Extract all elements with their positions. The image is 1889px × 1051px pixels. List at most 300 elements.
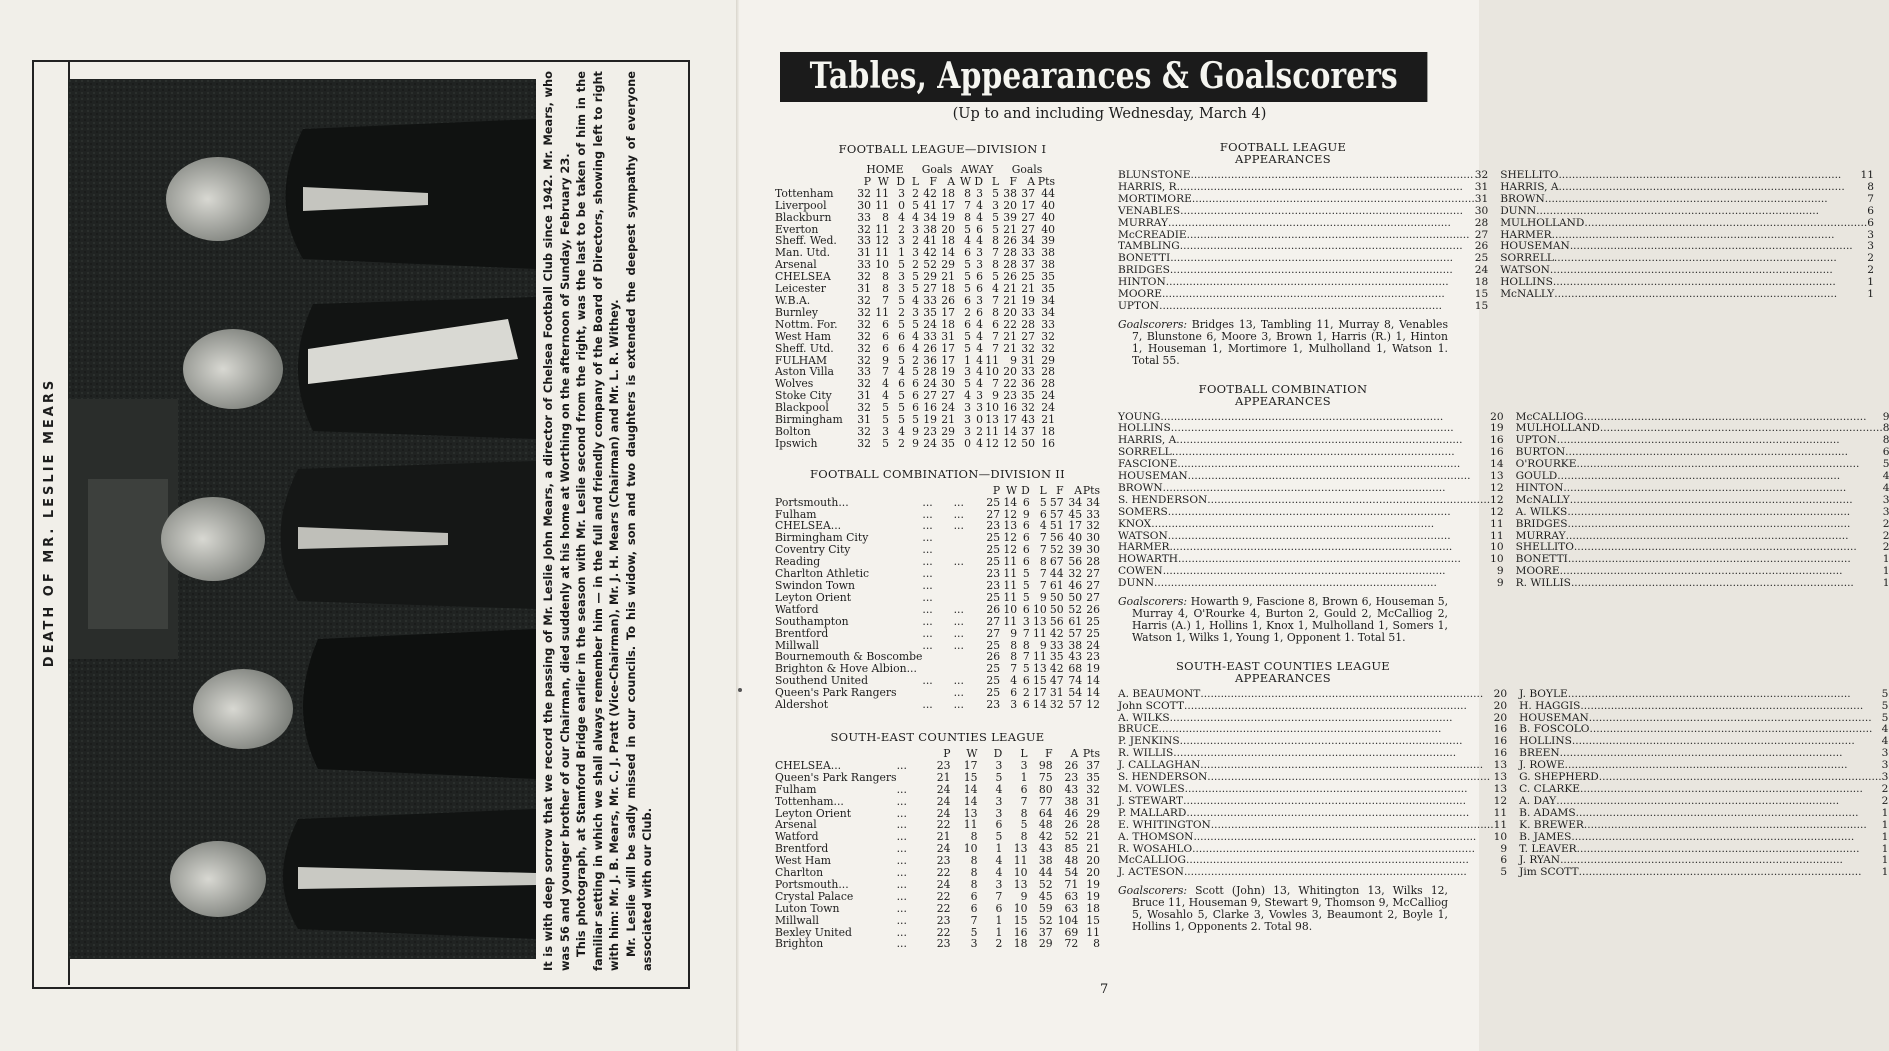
stat-cell: 25 [986, 638, 1001, 652]
stat-cell: 26 [1086, 602, 1100, 616]
stat-cell: 4 [976, 198, 983, 212]
stat-cell: 5 [995, 830, 1003, 844]
stat-cell: 3 [898, 186, 905, 200]
column-header: D [993, 746, 1003, 760]
stat-cell: 28 [1021, 317, 1035, 331]
leader-dots: ... [896, 806, 907, 820]
stat-cell: 2 [898, 222, 905, 236]
stat-cell: 3 [964, 401, 971, 415]
stat-cell: 85 [1064, 842, 1079, 856]
fl-apps-title-line2: APPEARANCES [1235, 152, 1331, 166]
stat-cell: 39 [1003, 210, 1017, 224]
stat-cell: 5 [1022, 579, 1030, 592]
stat-cell: 11 [875, 186, 889, 200]
stat-cell: 11 [875, 246, 889, 260]
team-name: CHELSEA... [775, 758, 842, 772]
stat-cell: 30 [1086, 543, 1100, 557]
stat-cell: 3 [995, 877, 1003, 891]
leader-dots [1576, 808, 1882, 820]
player-name: J. BOYLE [1519, 687, 1568, 700]
stat-cell: 34 [1086, 495, 1100, 509]
stat-cell: 9 [1010, 626, 1018, 640]
team-name: Brighton & Hove Albion... [775, 662, 917, 676]
team-name: Charlton [775, 866, 824, 880]
stat-cell: 7 [992, 246, 999, 260]
team-name: Watford [775, 602, 819, 616]
player-entry [1500, 218, 1874, 230]
stat-cell: 5 [912, 413, 919, 427]
stat-cell: 21 [1003, 329, 1017, 343]
team-name: Leyton Orient [775, 590, 852, 604]
stat-cell: 5 [964, 258, 971, 272]
banner-title: Tables, Appearances & Goalscorers [780, 52, 1427, 102]
player-entry [1519, 796, 1888, 808]
stat-cell: 42 [923, 246, 937, 260]
player-name: HINTON [1118, 276, 1166, 289]
stat-cell: 14 [963, 794, 978, 808]
appearance-count: 12 [1490, 481, 1504, 494]
stat-cell: 48 [1038, 818, 1053, 832]
stat-cell: 9 [882, 353, 889, 367]
leader-dots: ... [896, 866, 907, 880]
column-header: F [1045, 746, 1053, 760]
player-name: B. ADAMS [1519, 806, 1576, 819]
stat-cell: 32 [857, 293, 871, 307]
stat-cell: 3 [964, 424, 971, 438]
player-name: A. THOMSON [1118, 830, 1194, 843]
stat-cell: 28 [1041, 377, 1055, 391]
stat-cell: 77 [1038, 794, 1053, 808]
stat-cell: 10 [985, 401, 999, 415]
stat-cell: 13 [1032, 662, 1047, 676]
stat-cell: 24 [936, 806, 951, 820]
team-name: Birmingham City [775, 531, 869, 545]
stat-cell: 17 [1021, 198, 1035, 212]
stat-cell: 14 [1003, 495, 1018, 509]
sec-apps-title-line1: SOUTH-EAST COUNTIES LEAGUE [1175, 658, 1391, 673]
appearance-cell [1118, 206, 1500, 218]
stat-cell: 27 [923, 282, 937, 296]
stat-cell: 24 [1041, 389, 1055, 403]
stat-cell: 5 [912, 317, 919, 331]
appearance-count: 26 [1474, 240, 1489, 253]
stat-cell: 13 [1013, 877, 1028, 891]
stat-cell: 9 [1039, 638, 1047, 652]
stat-cell: 5 [1039, 495, 1047, 509]
appearance-count: 1 [1881, 866, 1889, 879]
stat-cell: 6 [976, 305, 983, 319]
player-name: COWEN [1118, 565, 1163, 578]
appearance-count: 2 [1882, 529, 1889, 542]
stat-cell: 25 [986, 555, 1001, 569]
fc-apps-title-line1: FOOTBALL COMBINATION [1198, 381, 1368, 396]
stat-cell: 7 [1022, 650, 1030, 664]
stat-cell: 35 [1086, 770, 1100, 784]
stat-cell: 3 [912, 246, 919, 260]
leader-dots: ... [922, 519, 933, 533]
player-name: McCALLIOG [1515, 410, 1584, 423]
stat-cell: 24 [936, 794, 951, 808]
stat-cell: 35 [923, 305, 937, 319]
stat-cell: 12 [1086, 698, 1100, 712]
stat-cell: 3 [976, 246, 983, 260]
stat-cell: 52 [923, 258, 937, 272]
division-1-table [775, 164, 1055, 450]
stat-cell: 4 [898, 424, 905, 438]
fl-apps-title-line1: FOOTBALL LEAGUE [1219, 140, 1347, 154]
stat-cell: 6 [912, 377, 919, 391]
appearance-cell [1118, 820, 1519, 832]
stat-cell: 72 [1064, 937, 1079, 951]
combo-title: FOOTBALL COMBINATION—DIVISION II [810, 466, 1065, 481]
table-row [775, 200, 1055, 212]
appearance-count: 9 [1500, 842, 1508, 855]
stat-cell: 17 [963, 758, 978, 772]
stat-cell: 6 [964, 293, 971, 307]
team-name: CHELSEA [775, 270, 831, 284]
stat-cell: 26 [923, 341, 937, 355]
leader-dots [954, 532, 978, 544]
column-header: F [929, 174, 937, 188]
column-header: P [943, 746, 951, 760]
stat-cell: 7 [992, 293, 999, 307]
appearance-cell [1118, 867, 1519, 879]
team-name: West Ham [775, 329, 832, 343]
appearance-count: 11 [1493, 806, 1508, 819]
leader-dots: ... [953, 638, 964, 652]
team-name: Brighton [775, 937, 824, 951]
player-name: MURRAY [1515, 529, 1566, 542]
stat-cell: 19 [1021, 293, 1035, 307]
stat-cell: 34 [923, 210, 937, 224]
stat-cell: 56 [1049, 614, 1064, 628]
player-name: McNALLY [1515, 493, 1570, 506]
stat-cell: 7 [1039, 543, 1047, 557]
stat-cell: 12 [985, 436, 999, 450]
stat-cell: 74 [1068, 674, 1083, 688]
appearance-count: 5 [1881, 699, 1889, 712]
stat-cell: 16 [1041, 436, 1055, 450]
stat-cell: 3 [995, 758, 1003, 772]
team-name: Everton [775, 222, 819, 236]
player-entry [1500, 206, 1874, 218]
stat-cell: 9 [912, 436, 919, 450]
stat-cell: 34 [1041, 293, 1055, 307]
appearance-cell [1118, 808, 1519, 820]
player-name: HARMER [1118, 541, 1170, 554]
appearance-cell [1118, 495, 1516, 507]
right-page [740, 0, 1889, 1051]
stat-cell: 29 [1041, 353, 1055, 367]
leader-dots [1183, 796, 1494, 808]
stat-cell: 17 [941, 198, 955, 212]
appearance-cell [1519, 701, 1888, 713]
stat-cell: 6 [976, 222, 983, 236]
stat-cell: 36 [923, 353, 937, 367]
stat-cell: 30 [941, 377, 955, 391]
stat-cell: 27 [1086, 579, 1100, 592]
stat-cell: 13 [1003, 519, 1018, 533]
stat-cell: 6 [898, 377, 905, 391]
page-number: 7 [1100, 982, 1109, 997]
leader-dots: ... [953, 519, 964, 533]
appearance-count: 1 [1881, 842, 1889, 855]
stat-cell: 18 [941, 234, 955, 248]
appearance-count: 1 [1882, 553, 1889, 566]
appearance-count: 2 [1867, 252, 1875, 265]
stat-cell: 35 [1041, 270, 1055, 284]
stat-cell: 34 [1021, 234, 1035, 248]
team-name: Aldershot [775, 698, 829, 712]
stat-cell: 4 [912, 329, 919, 343]
stat-cell: 42 [1049, 626, 1064, 640]
stat-cell: 11 [1003, 555, 1018, 569]
stat-cell: 5 [898, 353, 905, 367]
stat-cell: 21 [1021, 282, 1035, 296]
stat-cell: 42 [1038, 830, 1053, 844]
stat-cell: 17 [1003, 413, 1017, 427]
stat-cell: 2 [995, 937, 1003, 951]
table-row [775, 699, 1100, 711]
appearance-count: 7 [1867, 192, 1875, 205]
team-name: Burnley [775, 305, 818, 319]
stat-cell: 8 [1022, 638, 1030, 652]
stat-cell: 45 [1038, 889, 1053, 903]
player-name: DUNN [1118, 577, 1154, 590]
table-row [775, 915, 1100, 927]
stat-cell: 37 [1038, 925, 1053, 939]
leader-dots [1584, 218, 1867, 230]
stat-cell: 3 [898, 282, 905, 296]
stat-cell: 18 [1086, 901, 1100, 915]
stat-cell: 5 [970, 925, 978, 939]
leader-dots [1579, 867, 1882, 879]
appearance-count: 31 [1474, 180, 1489, 193]
stat-cell: 12 [1003, 436, 1017, 450]
stat-cell: 4 [882, 389, 889, 403]
article-body [540, 71, 656, 971]
stat-cell: 4 [912, 293, 919, 307]
stat-cell: 33 [857, 365, 871, 379]
stat-cell: 15 [963, 770, 978, 784]
player-entry [1118, 867, 1519, 879]
stat-cell: 25 [1021, 270, 1035, 284]
team-name: Brentford [775, 842, 829, 856]
stat-cell: 11 [1003, 614, 1018, 628]
leader-dots [1186, 808, 1493, 820]
stat-cell: 35 [1021, 389, 1035, 403]
stat-cell: 9 [912, 424, 919, 438]
stat-cell: 2 [898, 305, 905, 319]
stat-cell: 8 [1020, 830, 1028, 844]
player-name: KNOX [1118, 517, 1152, 530]
stat-cell: 71 [1064, 877, 1079, 891]
stat-cell: 32 [857, 353, 871, 367]
player-name: HOWARTH [1118, 553, 1179, 566]
stat-cell: 32 [857, 222, 871, 236]
stat-cell: 5 [912, 282, 919, 296]
leader-dots: ... [922, 614, 933, 628]
appearance-count: 2 [1882, 541, 1889, 554]
stat-cell: 7 [1039, 579, 1047, 592]
table-row [775, 343, 1055, 355]
team-name: West Ham [775, 854, 832, 868]
stat-cell: 29 [941, 258, 955, 272]
player-name: McNALLY [1500, 288, 1555, 301]
stat-cell: 6 [882, 341, 889, 355]
leader-dots: ... [953, 686, 964, 700]
player-name: WATSON [1500, 264, 1550, 277]
stat-cell: 5 [992, 222, 999, 236]
stat-cell: 20 [1003, 198, 1017, 212]
appearance-count: 10 [1490, 553, 1504, 566]
stat-cell: 6 [1039, 507, 1047, 521]
stat-cell: 24 [923, 377, 937, 391]
appearance-cell [1118, 701, 1519, 713]
player-entry [1118, 194, 1500, 206]
stat-cell: 32 [857, 270, 871, 284]
appearance-count: 3 [1881, 759, 1889, 772]
stat-cell: 31 [857, 413, 871, 427]
stat-cell: 4 [964, 234, 971, 248]
leader-dots [1207, 495, 1490, 507]
appearance-count: 6 [1867, 216, 1875, 229]
leader-dots [897, 772, 926, 784]
leader-dots [1211, 820, 1494, 832]
player-name: R. WILLIS [1118, 747, 1174, 760]
appearance-count: 9 [1496, 565, 1504, 578]
player-name: H. HAGGIS [1519, 699, 1581, 712]
stat-cell: 2 [964, 305, 971, 319]
player-entry [1118, 495, 1516, 507]
stat-cell: 1 [964, 353, 971, 367]
stat-cell: 1 [995, 842, 1003, 856]
stat-cell: 21 [1003, 282, 1017, 296]
stat-cell: 57 [1049, 495, 1064, 509]
appearance-cell [1500, 218, 1874, 230]
south-east-counties-table [775, 748, 1100, 950]
player-name: BONETTI [1118, 252, 1171, 265]
appearance-count: 18 [1474, 276, 1489, 289]
div1-header-home: HOME [866, 163, 904, 176]
appearance-count: 11 [1860, 169, 1875, 181]
stat-cell: 46 [1064, 806, 1079, 820]
stat-cell: 3 [912, 222, 919, 236]
stat-cell: 25 [1086, 626, 1100, 640]
player-entry [1118, 689, 1519, 701]
stat-cell: 8 [882, 282, 889, 296]
stat-cell: 4 [976, 234, 983, 248]
appearance-count: 16 [1493, 747, 1508, 760]
stat-cell: 33 [1086, 507, 1100, 521]
player-entry [1118, 218, 1500, 230]
player-name: MURRAY [1118, 216, 1168, 229]
stat-cell: 23 [986, 519, 1001, 533]
stat-cell: 32 [857, 317, 871, 331]
stat-cell: 21 [1086, 830, 1100, 844]
stat-cell: 38 [1068, 638, 1083, 652]
table-row [775, 784, 1100, 796]
leader-dots: ... [953, 614, 964, 628]
appearance-count: 4 [1882, 470, 1889, 483]
player-name: HOUSEMAN [1118, 470, 1188, 483]
appearance-cell [1500, 194, 1874, 206]
stat-cell: 11 [963, 818, 978, 832]
player-name: HOLLINS [1500, 276, 1553, 289]
player-name: R. WOSAHLO [1118, 842, 1193, 855]
player-name: BONETTI [1515, 553, 1568, 566]
stat-cell: 14 [963, 782, 978, 796]
stat-cell: 63 [1064, 889, 1079, 903]
leader-dots: ... [922, 626, 933, 640]
appearance-cell [1118, 796, 1519, 808]
stat-cell: 33 [857, 210, 871, 224]
team-name: Swindon Town [775, 579, 855, 592]
table-row [775, 438, 1055, 450]
stat-cell: 20 [941, 222, 955, 236]
stat-cell: 18 [941, 282, 955, 296]
table-row [775, 891, 1100, 903]
stat-cell: 21 [941, 270, 955, 284]
stat-cell: 19 [941, 210, 955, 224]
leader-dots: ... [953, 602, 964, 616]
stat-cell: 6 [964, 317, 971, 331]
stat-cell: 6 [898, 329, 905, 343]
leader-dots: ... [896, 901, 907, 915]
leader-dots: ... [922, 579, 933, 592]
stat-cell: 10 [1013, 901, 1028, 915]
leader-dots: ... [896, 854, 907, 868]
appearance-count: 3 [1881, 747, 1889, 760]
stat-cell: 4 [976, 341, 983, 355]
appearance-cell [1500, 301, 1874, 313]
leader-dots [1570, 495, 1883, 507]
player-entry [1118, 796, 1519, 808]
team-name: Man. Utd. [775, 246, 831, 260]
appearance-cell [1516, 519, 1889, 531]
stat-cell: 2 [912, 258, 919, 272]
stat-cell: 5 [882, 401, 889, 415]
div1-title: FOOTBALL LEAGUE—DIVISION I [838, 142, 1047, 156]
appearance-count: 1 [1881, 830, 1889, 843]
stat-cell: 33 [923, 329, 937, 343]
left-column [775, 143, 1100, 950]
appearance-count: 6 [1500, 854, 1508, 867]
stat-cell: 3 [970, 937, 978, 951]
stat-cell: 50 [1049, 602, 1064, 616]
team-name: Southampton [775, 614, 849, 628]
stat-cell: 6 [1022, 674, 1030, 688]
stat-cell: 4 [992, 282, 999, 296]
appearance-count: 15 [1474, 288, 1489, 301]
appearance-count: 16 [1493, 735, 1508, 748]
stat-cell: 27 [941, 389, 955, 403]
stat-cell: 27 [1021, 329, 1035, 343]
appearance-count: 27 [1474, 228, 1489, 241]
stat-cell: 0 [964, 436, 971, 450]
leader-dots [1180, 206, 1475, 218]
stat-cell: 54 [1068, 686, 1083, 700]
leader-dots [954, 580, 978, 592]
appearance-count: 25 [1474, 252, 1489, 265]
team-name: Bexley United [775, 925, 852, 939]
stat-cell: 44 [1038, 866, 1053, 880]
appearance-count: 12 [1493, 794, 1508, 807]
stat-cell: 28 [1003, 258, 1017, 272]
team-name: Birmingham [775, 413, 843, 427]
stat-cell: 29 [941, 424, 955, 438]
photo-illustration [68, 79, 536, 959]
